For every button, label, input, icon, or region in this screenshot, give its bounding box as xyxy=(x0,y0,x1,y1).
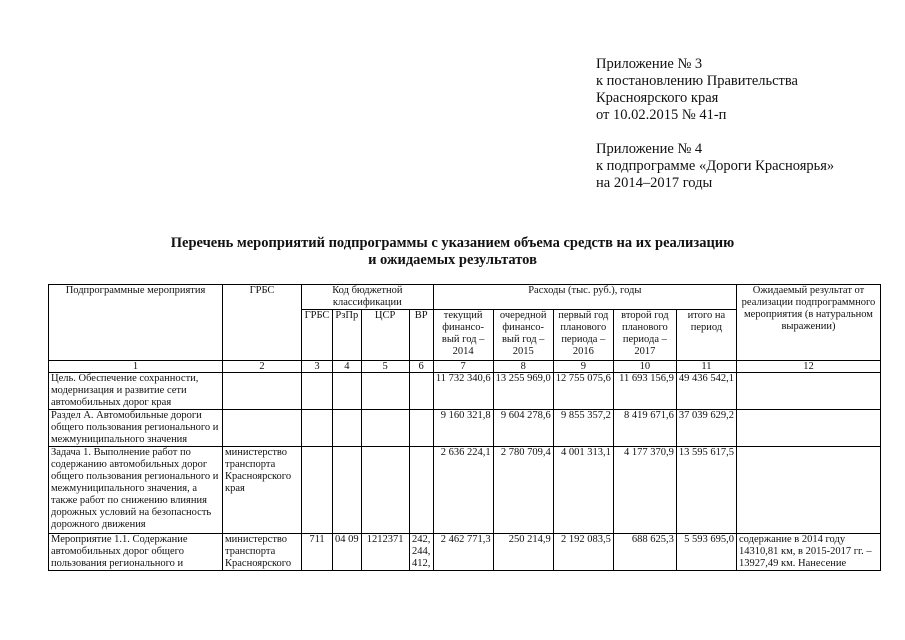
cell-2017: 8 419 671,6 xyxy=(613,410,676,447)
column-number: 8 xyxy=(493,361,553,373)
column-number: 10 xyxy=(613,361,676,373)
appendix-line: от 10.02.2015 № 41-п xyxy=(596,107,727,123)
cell-2015: 2 780 709,4 xyxy=(493,447,553,534)
cell-total: 49 436 542,1 xyxy=(676,373,736,410)
cell-grbs-code xyxy=(302,373,333,410)
cell-result xyxy=(737,410,881,447)
column-number: 7 xyxy=(433,361,493,373)
cell-event: Цель. Обеспечение сохранности, модернизация и развитие сети автомобильных дорог края xyxy=(49,373,223,410)
cell-grbs: министерство транспорта Красноярского xyxy=(223,534,302,571)
appendix-line: Приложение № 3 xyxy=(596,56,703,72)
appendix-line: Приложение № 4 xyxy=(596,141,703,157)
cell-2015: 250 214,9 xyxy=(493,534,553,571)
cell-grbs-code xyxy=(302,447,333,534)
header-events: Подпрограммные мероприятия xyxy=(49,285,223,361)
cell-grbs-code: 711 xyxy=(302,534,333,571)
document-title xyxy=(0,235,905,269)
cell-rzpr xyxy=(333,410,362,447)
subheader-total: итого на период xyxy=(676,310,736,361)
cell-total: 37 039 629,2 xyxy=(676,410,736,447)
subheader-rzpr: РзПр xyxy=(333,310,362,361)
table-row xyxy=(49,447,881,534)
cell-grbs xyxy=(223,410,302,447)
cell-result xyxy=(737,373,881,410)
column-numbers-row xyxy=(49,361,881,373)
table-row xyxy=(49,534,881,571)
column-number: 2 xyxy=(223,361,302,373)
cell-2016: 9 855 357,2 xyxy=(553,410,613,447)
cell-grbs-code xyxy=(302,410,333,447)
title-line: Перечень мероприятий подпрограммы с указанием объема средств на их реализацию xyxy=(170,235,735,251)
header-grbs: ГРБС xyxy=(223,285,302,361)
cell-2016: 12 755 075,6 xyxy=(553,373,613,410)
column-number: 1 xyxy=(49,361,223,373)
cell-vr: 242, 244, 412, xyxy=(409,534,433,571)
header-budget-code: Код бюджетной классификации xyxy=(302,285,434,310)
cell-csr xyxy=(361,373,409,410)
cell-vr xyxy=(409,410,433,447)
cell-rzpr: 04 09 xyxy=(333,534,362,571)
cell-grbs: министерство транспорта Красноярского края xyxy=(223,447,302,534)
column-number: 4 xyxy=(333,361,362,373)
appendix-header xyxy=(596,56,834,192)
subheader-2015: очередной финансо-вый год – 2015 xyxy=(493,310,553,361)
cell-event: Раздел А. Автомобильные дороги общего пользования регионального и межмуниципального значения xyxy=(49,410,223,447)
cell-rzpr xyxy=(333,373,362,410)
cell-result: содержание в 2014 году 14310,81 км, в 2015-2017 гг. – 13927,49 км. Нанесение xyxy=(737,534,881,571)
appendix-line: к подпрограмме «Дороги Красноярья» xyxy=(596,158,835,174)
cell-total: 5 593 695,0 xyxy=(676,534,736,571)
cell-2016: 4 001 313,1 xyxy=(553,447,613,534)
cell-event: Мероприятие 1.1. Содержание автомобильных дорог общего пользования регионального и xyxy=(49,534,223,571)
events-table xyxy=(48,284,881,571)
cell-2014: 2 462 771,3 xyxy=(433,534,493,571)
cell-csr: 1212371 xyxy=(361,534,409,571)
cell-2017: 11 693 156,9 xyxy=(613,373,676,410)
header-expenses: Расходы (тыс. руб.), годы xyxy=(433,285,736,310)
appendix-line: Красноярского края xyxy=(596,90,719,106)
subheader-vr: ВР xyxy=(409,310,433,361)
cell-2015: 9 604 278,6 xyxy=(493,410,553,447)
subheader-2016: первый год планового периода – 2016 xyxy=(553,310,613,361)
cell-2014: 9 160 321,8 xyxy=(433,410,493,447)
column-number: 3 xyxy=(302,361,333,373)
cell-csr xyxy=(361,447,409,534)
cell-2017: 4 177 370,9 xyxy=(613,447,676,534)
header-result: Ожидаемый результат от реализации подпрограммного мероприятия (в натуральном выражении) xyxy=(737,285,881,361)
cell-result xyxy=(737,447,881,534)
subheader-2017: второй год планового периода – 2017 xyxy=(613,310,676,361)
cell-rzpr xyxy=(333,447,362,534)
appendix-line: к постановлению Правительства xyxy=(596,73,798,89)
column-number: 12 xyxy=(737,361,881,373)
subheader-csr: ЦСР xyxy=(361,310,409,361)
column-number: 11 xyxy=(676,361,736,373)
column-number: 9 xyxy=(553,361,613,373)
spacer xyxy=(596,124,834,141)
cell-vr xyxy=(409,447,433,534)
cell-vr xyxy=(409,373,433,410)
header-row xyxy=(49,285,881,310)
cell-2014: 11 732 340,6 xyxy=(433,373,493,410)
appendix-line: на 2014–2017 годы xyxy=(596,175,713,191)
title-line: и ожидаемых результатов xyxy=(368,252,537,268)
cell-grbs xyxy=(223,373,302,410)
table-row xyxy=(49,410,881,447)
cell-total: 13 595 617,5 xyxy=(676,447,736,534)
column-number: 6 xyxy=(409,361,433,373)
table-row xyxy=(49,373,881,410)
cell-2016: 2 192 083,5 xyxy=(553,534,613,571)
subheader-grbs: ГРБС xyxy=(302,310,333,361)
cell-2014: 2 636 224,1 xyxy=(433,447,493,534)
cell-event: Задача 1. Выполнение работ по содержанию автомобильных дорог общего пользования регионального и межмуниципального значения, а также работ по снижению влияния дорожных условий на безопасность дорожного движения xyxy=(49,447,223,534)
cell-2017: 688 625,3 xyxy=(613,534,676,571)
column-number: 5 xyxy=(361,361,409,373)
cell-2015: 13 255 969,0 xyxy=(493,373,553,410)
subheader-2014: текущий финансо-вый год – 2014 xyxy=(433,310,493,361)
cell-csr xyxy=(361,410,409,447)
